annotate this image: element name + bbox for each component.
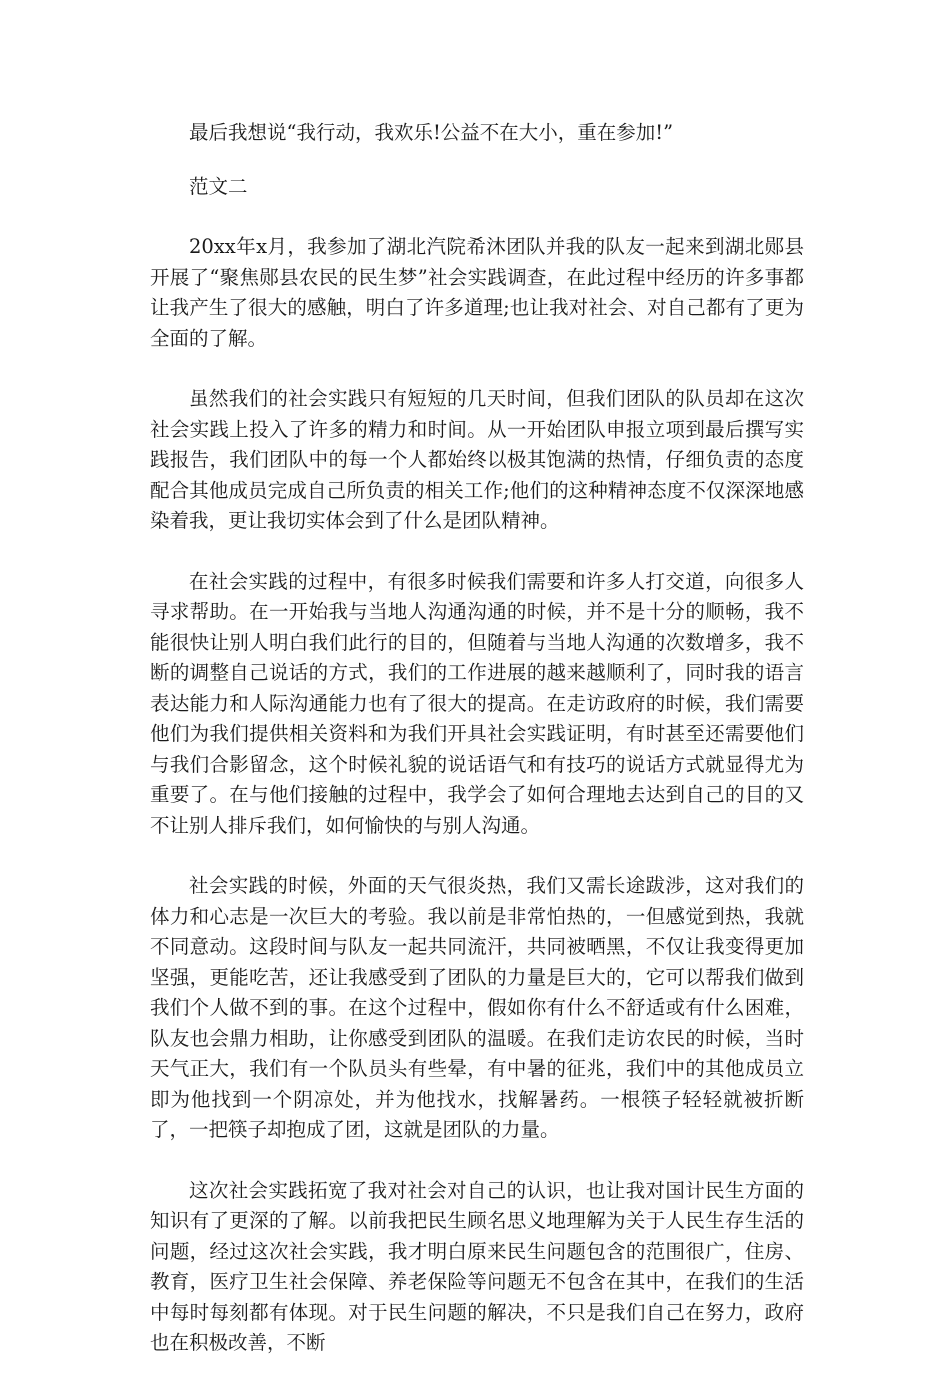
paragraph-hardship: 社会实践的时候，外面的天气很炎热，我们又需长途跋涉，这对我们的体力和心志是一次巨大的考验。我以前是非常怕热的，一但感觉到热，我就不同意动。这段时间与队友一起共同流汗，共同被晒黑，不仅让我变得更加坚强，更能吃苦，还让我感受到了团队的力量是巨大的，它可以帮我们做到我们个人做不到的事。在这个过程中，假如你有什么不舒适或有什么困难，队友也会鼎力相助，让你感受到团队的温暖。在我们走访农民的时候，当时天气正大，我们有一个队员头有些晕，有中暑的征兆，我们中的其他成员立即为他找到一个阴凉处，并为他找水，找解暑药。一根筷子轻轻就被折断了，一把筷子却抱成了团，这就是团队的力量。 xyxy=(150,874,804,1141)
paragraph-team-spirit: 虽然我们的社会实践只有短短的几天时间，但我们团队的队员却在这次社会实践上投入了许多的精力和时间。从一开始团队申报立项到最后撰写实践报告，我们团队中的每一个人都始终以极其饱满的热情，仔细负责的态度配合其他成员完成自己所负责的相关工作;他们的这种精神态度不仅深深地感染着我，更让我切实体会到了什么是团队精神。 xyxy=(150,387,804,532)
paragraph-intro: 20xx年x月，我参加了湖北汽院希沐团队并我的队友一起来到湖北郧县开展了“聚焦郧县农民的民生梦”社会实践调查，在此过程中经历的许多事都让我产生了很大的感触，明白了许多道理;也让我对社会、对自己都有了更为全面的了解。 xyxy=(150,235,804,350)
closing-paragraph: 最后我想说“我行动，我欢乐!公益不在大小，重在参加!” xyxy=(189,121,674,144)
paragraph-livelihood: 这次社会实践拓宽了我对社会对自己的认识，也让我对国计民生方面的知识有了更深的了解。以前我把民生顾名思义地理解为关于人民生存生活的问题，经过这次社会实践，我才明白原来民生问题包含的范围很广，住房、教育，医疗卫生社会保障、养老保险等问题无不包含在其中，在我们的生活中每时每刻都有体现。对于民生问题的解决，不只是我们自己在努力，政府也在积极改善，不断 xyxy=(150,1178,804,1354)
paragraph-communication: 在社会实践的过程中，有很多时候我们需要和许多人打交道，向很多人寻求帮助。在一开始我与当地人沟通沟通的时候，并不是十分的顺畅，我不能很快让别人明白我们此行的目的，但随着与当地人沟通的次数增多，我不断的调整自己说话的方式，我们的工作进展的越来越顺利了，同时我的语言表达能力和人际沟通能力也有了很大的提高。在走访政府的时候，我们需要他们为我们提供相关资料和为我们开具社会实践证明，有时甚至还需要他们与我们合影留念，这个时候礼貌的说话语气和有技巧的说话方式就显得尤为重要了。在与他们接触的过程中，我学会了如何合理地去达到自己的目的又不让别人排斥我们，如何愉快的与别人沟通。 xyxy=(150,569,804,837)
document-body xyxy=(150,118,804,1389)
section-heading: 范文二 xyxy=(189,174,248,198)
